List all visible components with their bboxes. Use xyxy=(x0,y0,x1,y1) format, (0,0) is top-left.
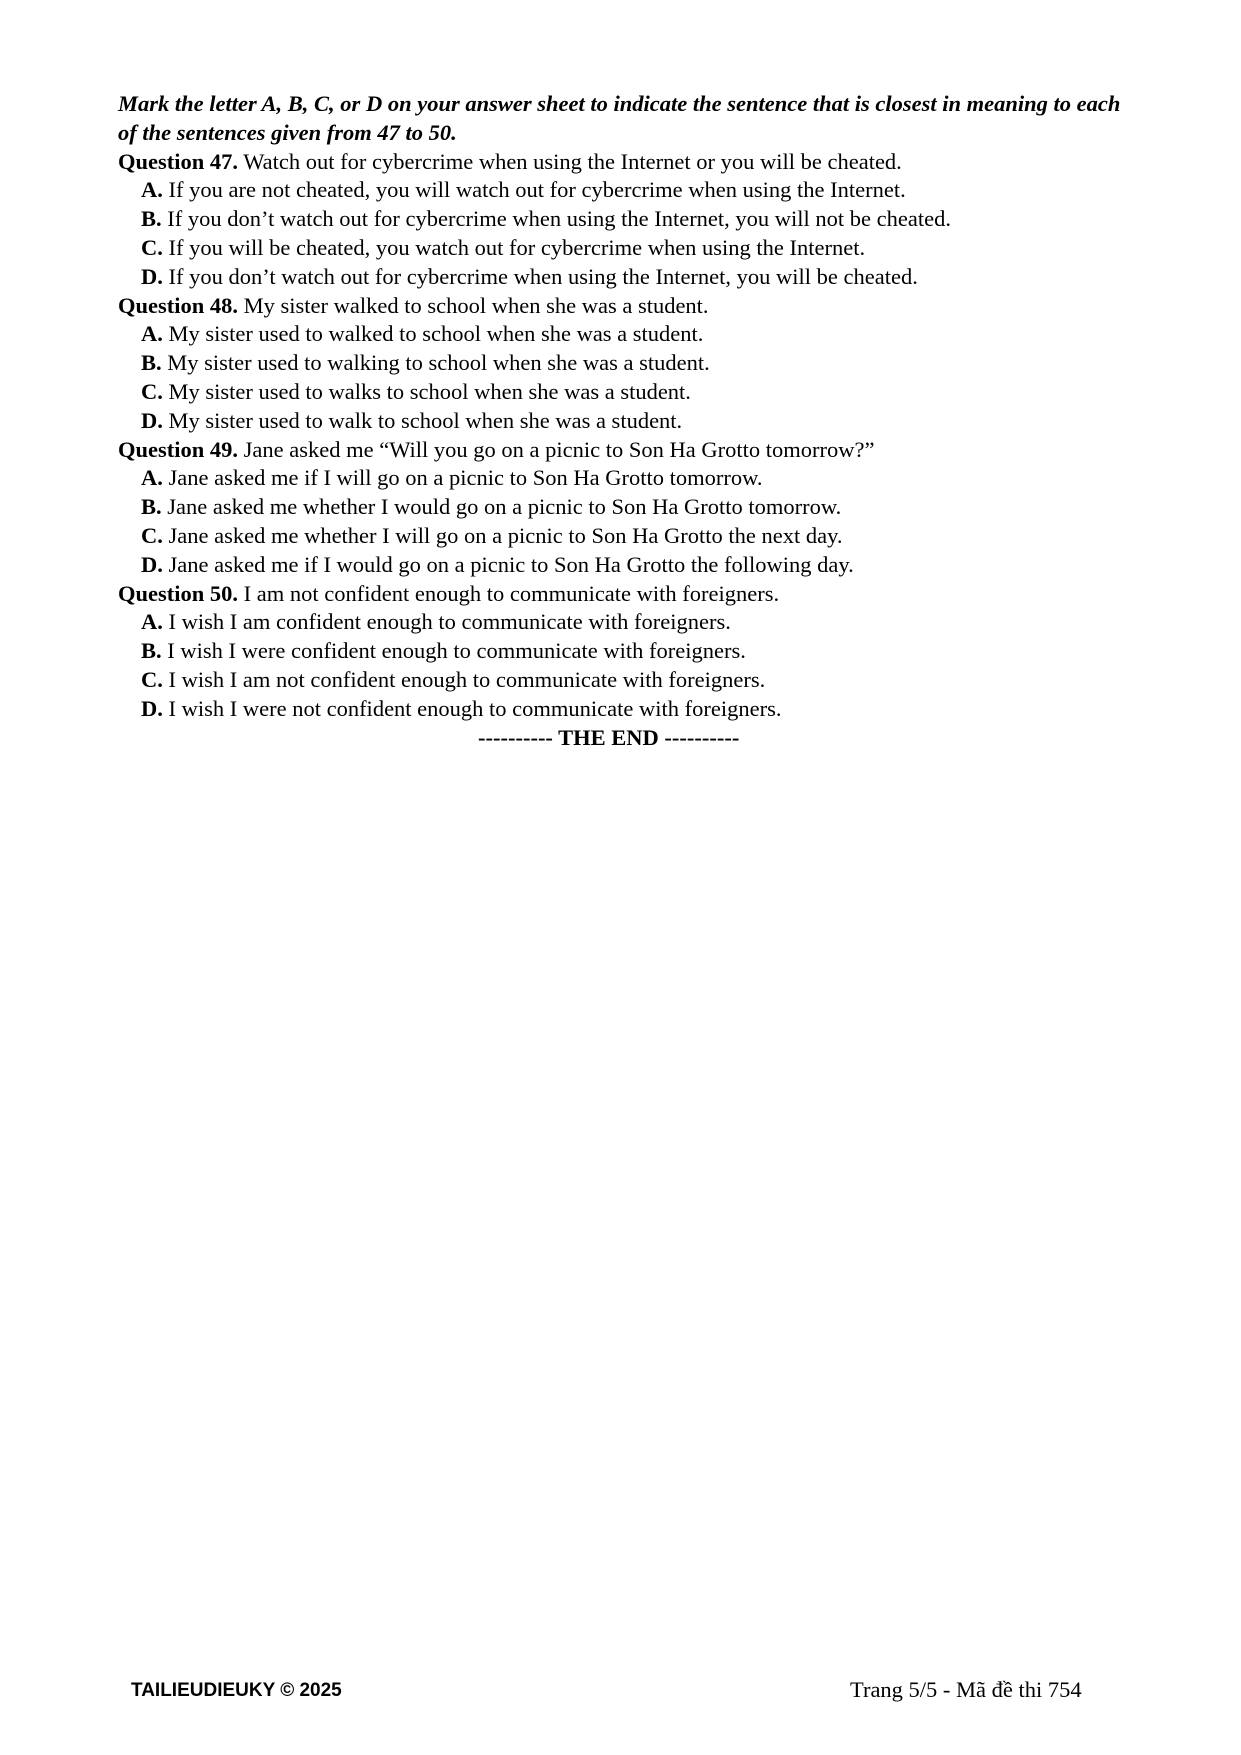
question-text: Watch out for cybercrime when using the Internet or you will be cheated. xyxy=(238,148,902,174)
answer-option xyxy=(141,205,1138,234)
option-text: If you don’t watch out for cybercrime when using the Internet, you will be cheated. xyxy=(162,263,918,289)
option-text: Jane asked me whether I will go on a picnic to Son Ha Grotto the next day. xyxy=(162,522,843,548)
option-letter: B. xyxy=(141,638,162,664)
option-letter: C. xyxy=(141,234,163,260)
option-letter: A. xyxy=(141,609,163,635)
question-text: I am not confident enough to communicate with foreigners. xyxy=(238,580,780,606)
answer-option xyxy=(141,349,1138,378)
option-letter: B. xyxy=(141,494,162,520)
option-text: If you will be cheated, you watch out for cybercrime when using the Internet. xyxy=(162,234,866,260)
question-text: My sister walked to school when she was a student. xyxy=(238,292,709,318)
answer-option xyxy=(141,320,1138,349)
option-letter: A. xyxy=(141,465,163,491)
question-label: Question 50. xyxy=(118,580,239,606)
answer-option xyxy=(141,522,1138,551)
answer-option xyxy=(141,464,1138,493)
option-text: I wish I am confident enough to communicate with foreigners. xyxy=(162,609,731,635)
option-letter: C. xyxy=(141,378,163,404)
option-letter: D. xyxy=(141,695,163,721)
option-letter: D. xyxy=(141,263,163,289)
answer-option xyxy=(141,493,1138,522)
answer-option xyxy=(141,234,1138,263)
question-block xyxy=(118,580,1138,724)
answer-option xyxy=(141,263,1138,292)
option-letter: C. xyxy=(141,522,163,548)
option-letter: D. xyxy=(141,407,163,433)
option-text: I wish I were not confident enough to communicate with foreigners. xyxy=(162,695,782,721)
answer-option xyxy=(141,378,1138,407)
question-text: Jane asked me “Will you go on a picnic to Son Ha Grotto tomorrow?” xyxy=(238,436,875,462)
option-text: Jane asked me if I would go on a picnic to Son Ha Grotto the following day. xyxy=(162,551,854,577)
question-stem xyxy=(118,148,1138,177)
option-letter: C. xyxy=(141,666,163,692)
question-label: Question 48. xyxy=(118,292,239,318)
option-text: My sister used to walked to school when she was a student. xyxy=(162,321,704,347)
the-end-marker: ---------- THE END ---------- xyxy=(478,724,740,750)
question-block xyxy=(118,148,1138,292)
option-text: My sister used to walking to school when she was a student. xyxy=(161,350,710,376)
answer-option xyxy=(141,551,1138,580)
question-stem xyxy=(118,436,1138,465)
option-text: If you don’t watch out for cybercrime when using the Internet, you will not be cheated. xyxy=(161,206,951,232)
footer-page-info: Trang 5/5 - Mã đề thi 754 xyxy=(850,1677,1082,1702)
document-body xyxy=(118,90,1138,752)
question-label: Question 47. xyxy=(118,148,239,174)
option-text: I wish I were confident enough to communicate with foreigners. xyxy=(161,638,746,664)
option-letter: B. xyxy=(141,350,162,376)
answer-option xyxy=(141,608,1138,637)
answer-option xyxy=(141,637,1138,666)
option-letter: D. xyxy=(141,551,163,577)
option-text: Jane asked me if I will go on a picnic to Son Ha Grotto tomorrow. xyxy=(162,465,763,491)
option-text: Jane asked me whether I would go on a picnic to Son Ha Grotto tomorrow. xyxy=(161,494,842,520)
question-block xyxy=(118,292,1138,436)
question-label: Question 49. xyxy=(118,436,239,462)
option-letter: A. xyxy=(141,321,163,347)
option-text: If you are not cheated, you will watch out for cybercrime when using the Internet. xyxy=(162,177,906,203)
instruction-text: Mark the letter A, B, C, or D on your answer sheet to indicate the sentence that is closest in meaning to each of the sentences given from 47 to 50. xyxy=(118,91,1121,145)
answer-option xyxy=(141,666,1138,695)
option-text: My sister used to walks to school when she was a student. xyxy=(162,378,691,404)
option-text: My sister used to walk to school when she was a student. xyxy=(162,407,683,433)
answer-option xyxy=(141,695,1138,724)
answer-option xyxy=(141,176,1138,205)
question-block xyxy=(118,436,1138,580)
question-stem xyxy=(118,580,1138,609)
option-letter: B. xyxy=(141,206,162,232)
option-letter: A. xyxy=(141,177,163,203)
footer-copyright: TAILIEUDIEUKY © 2025 xyxy=(131,1680,342,1701)
question-stem xyxy=(118,292,1138,321)
answer-option xyxy=(141,407,1138,436)
option-text: I wish I am not confident enough to communicate with foreigners. xyxy=(162,666,766,692)
